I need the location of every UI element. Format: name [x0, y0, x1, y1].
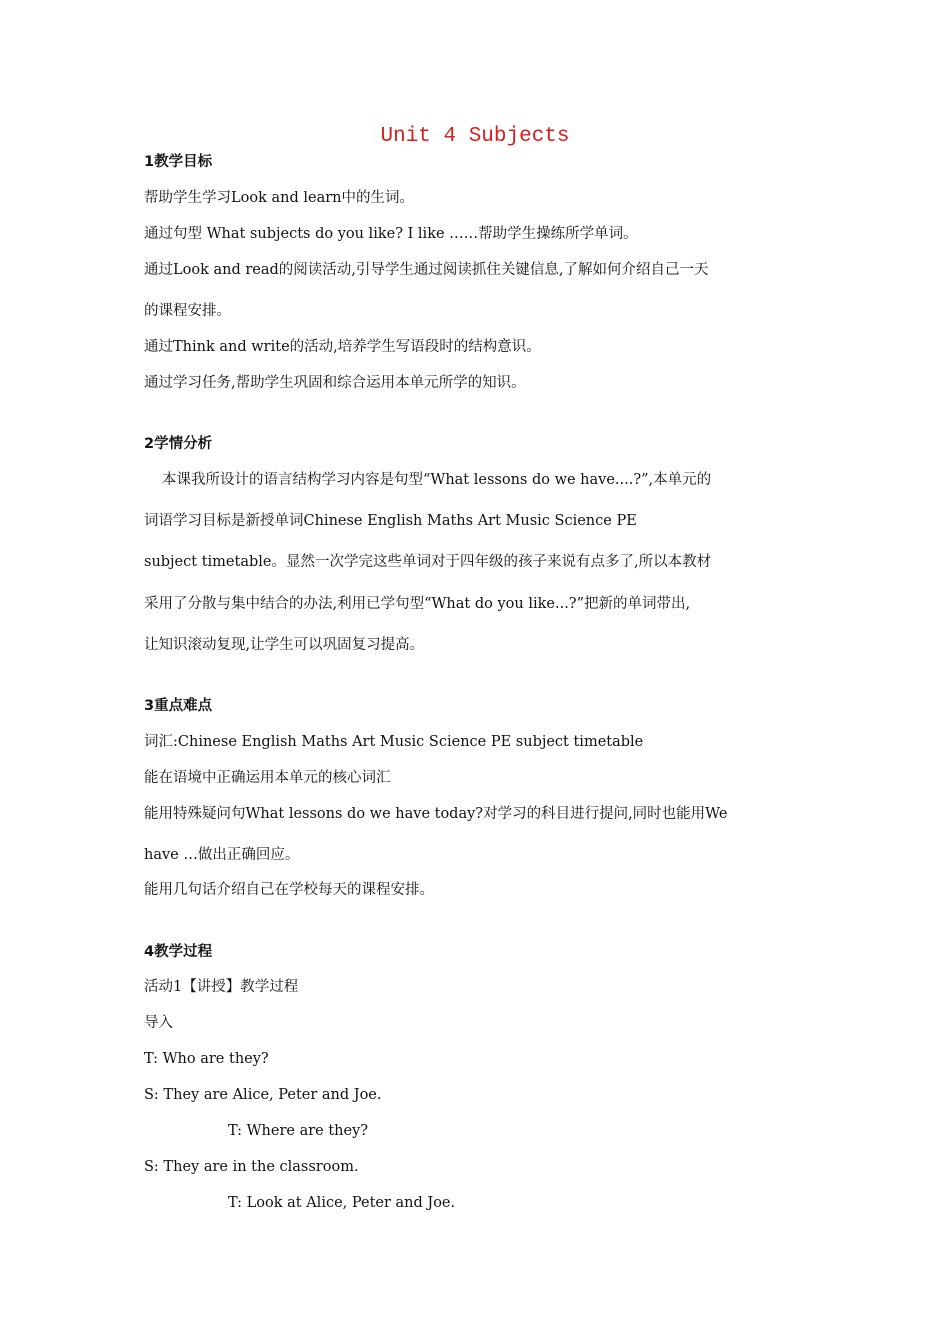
key-point-line: 能在语境中正确运用本单元的核心词汇	[144, 770, 391, 786]
objective-line: 通过Look and read的阅读活动,引导学生通过阅读抓住关键信息,了解如何介绍自己一天	[144, 262, 709, 278]
key-point-line: 词汇:Chinese English Maths Art Music Science PE subject timetable	[144, 734, 644, 750]
objective-line: 帮助学生学习Look and learn中的生词。	[144, 190, 414, 206]
objective-line: 通过Think and write的活动,培养学生写语段时的结构意识。	[144, 339, 541, 355]
section-heading-key-points: 3重点难点	[144, 698, 213, 714]
analysis-line: 采用了分散与集中结合的办法,利用已学句型“What do you like...?”把新的单词带出,	[144, 596, 691, 612]
objective-line: 通过句型 What subjects do you like? I like ……帮助学生操练所学单词。	[144, 226, 638, 242]
dialogue-line: T: Look at Alice, Peter and Joe.	[228, 1195, 456, 1211]
dialogue-line: T: Where are they?	[228, 1123, 369, 1139]
dialogue-line: S: They are Alice, Peter and Joe.	[144, 1087, 382, 1103]
analysis-line: 词语学习目标是新授单词Chinese English Maths Art Music Science PE	[144, 513, 637, 529]
process-line: 导入	[144, 1015, 173, 1031]
process-line: 活动1【讲授】教学过程	[144, 979, 299, 995]
section-heading-objectives: 1教学目标	[144, 154, 213, 170]
analysis-line: 本课我所设计的语言结构学习内容是句型“What lessons do we have....?”,本单元的	[162, 472, 712, 488]
objective-line: 的课程安排。	[144, 303, 231, 319]
section-heading-process: 4教学过程	[144, 944, 213, 960]
objective-line: 通过学习任务,帮助学生巩固和综合运用本单元所学的知识。	[144, 375, 526, 391]
dialogue-line: T: Who are they?	[144, 1051, 269, 1067]
section-heading-analysis: 2学情分析	[144, 436, 213, 452]
key-point-line: 能用几句话介绍自己在学校每天的课程安排。	[144, 882, 434, 898]
key-point-line: have …做出正确回应。	[144, 847, 300, 863]
dialogue-line: S: They are in the classroom.	[144, 1159, 359, 1175]
document-title: Unit 4 Subjects	[380, 125, 570, 148]
analysis-line: 让知识滚动复现,让学生可以巩固复习提高。	[144, 637, 425, 653]
key-point-line: 能用特殊疑问句What lessons do we have today?对学习的科目进行提问,同时也能用We	[144, 806, 728, 822]
analysis-line: subject timetable。显然一次学完这些单词对于四年级的孩子来说有点多了,所以本教材	[144, 554, 712, 570]
